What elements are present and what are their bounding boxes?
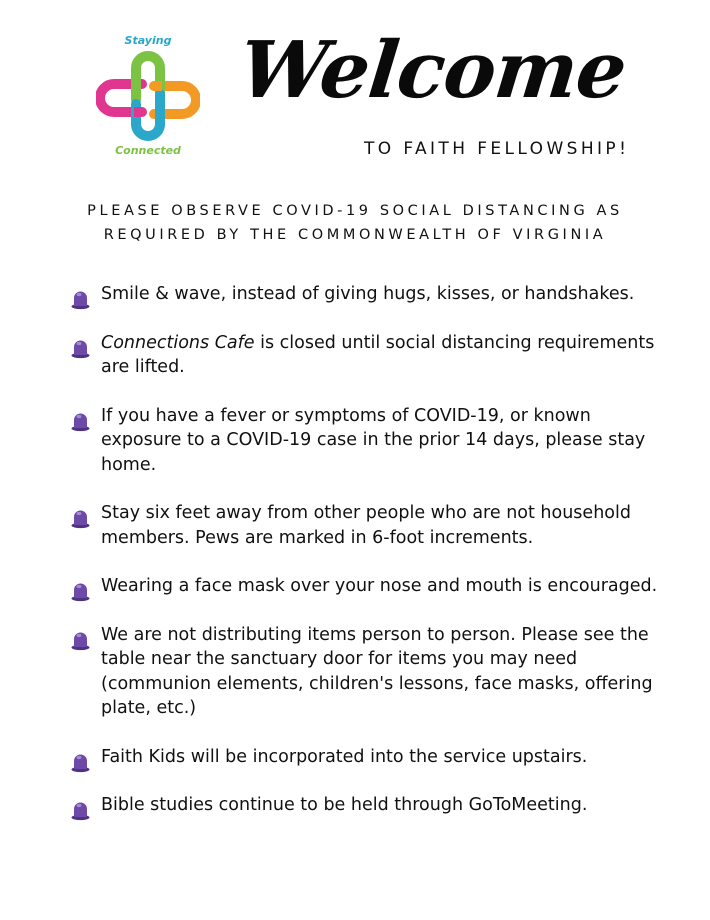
distancing-notice [0, 199, 710, 247]
notice-line-2: REQUIRED BY THE COMMONWEALTH OF VIRGINIA [103, 227, 607, 243]
rule-text: Smile & wave, instead of giving hugs, kisses, or handshakes. [101, 284, 635, 304]
rule-item [66, 745, 666, 770]
staying-connected-logo [96, 32, 206, 162]
rule-text: If you have a fever or symptoms of COVID-19, or known exposure to a COVID-19 case in the prior 14 days, please stay home. [101, 405, 646, 475]
rule-item [66, 574, 666, 599]
rule-text: Faith Kids will be incorporated into the service upstairs. [101, 746, 588, 767]
rule-text-rest: is closed until social distancing requirements are lifted. [101, 332, 655, 377]
rule-text [101, 333, 654, 378]
logo-bottom-text: Connected [115, 144, 181, 157]
rule-item [66, 501, 666, 550]
rule-item [66, 404, 666, 478]
notice-line-1: PLEASE OBSERVE COVID-19 SOCIAL DISTANCING AS [87, 203, 623, 219]
purple-thumbtack-icon [68, 285, 93, 310]
logo-top-text: Staying [124, 34, 172, 47]
purple-thumbtack-icon [68, 504, 93, 529]
rule-item [66, 793, 666, 818]
welcome-subtitle: TO FAITH FELLOWSHIP! [364, 139, 630, 159]
rule-text: We are not distributing items person to person. Please see the table near the sanctuary door for items you may need (communion elements, children's lessons, face masks, offering plate, etc.) [101, 624, 653, 718]
cafe-name: Connections Cafe [101, 332, 255, 353]
rule-item [66, 282, 666, 307]
rule-text: Bible studies continue to be held through GoToMeeting. [101, 795, 588, 815]
purple-thumbtack-icon [68, 577, 93, 602]
rule-text: Stay six feet away from other people who are not household members. Pews are marked in 6-foot increments. [101, 503, 631, 548]
rules-list [66, 282, 666, 842]
rule-item [66, 331, 666, 380]
rule-item [66, 623, 666, 721]
purple-thumbtack-icon [68, 334, 93, 359]
purple-thumbtack-icon [68, 626, 93, 651]
welcome-heading: Welcome [235, 25, 631, 116]
rule-text: Wearing a face mask over your nose and mouth is encouraged. [101, 576, 658, 596]
purple-thumbtack-icon [68, 748, 93, 773]
interlocking-cross-logo-icon [96, 48, 200, 144]
purple-thumbtack-icon [68, 407, 93, 432]
purple-thumbtack-icon [68, 796, 93, 821]
